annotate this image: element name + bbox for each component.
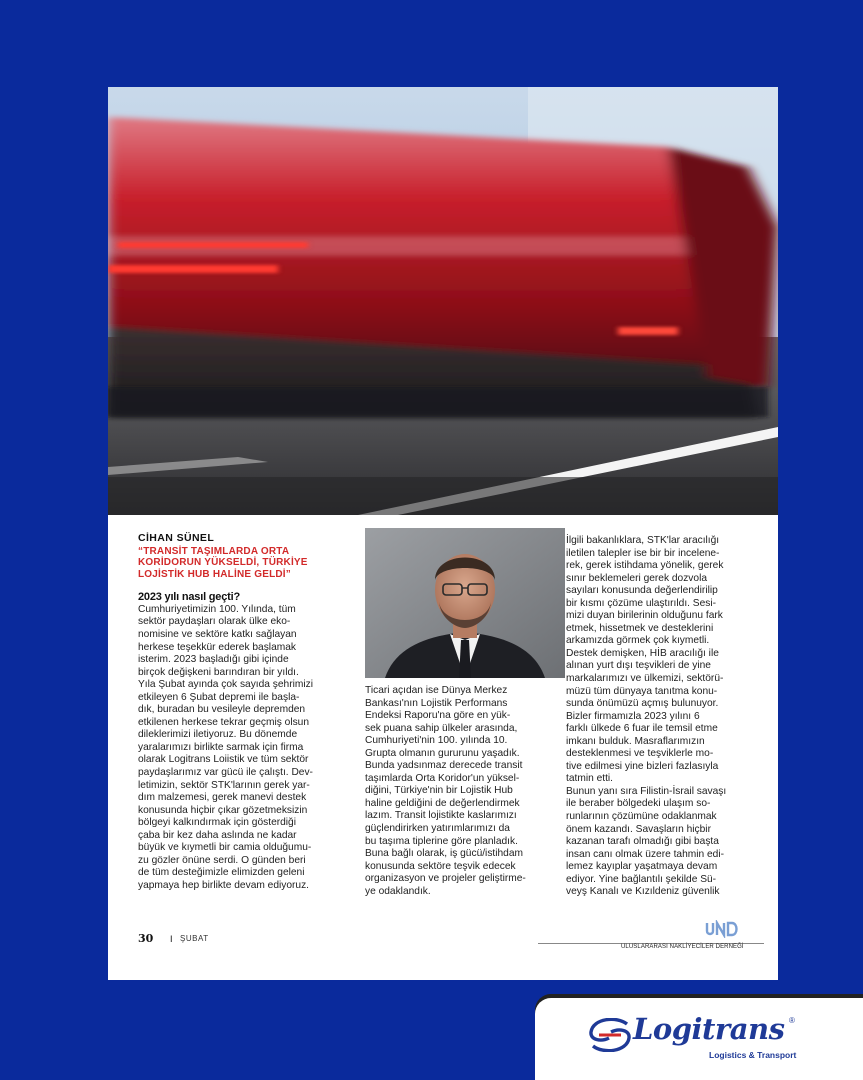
column-1 bbox=[138, 532, 343, 892]
body-line: Bankası'nın Lojistik Performans bbox=[365, 697, 508, 709]
registered-mark: ® bbox=[789, 1016, 795, 1025]
body-line: arkamızda görmek çok kıymetli. bbox=[566, 635, 710, 647]
body-line: insan canı olmak üzere tahmin edi- bbox=[566, 848, 724, 860]
body-line: alınan yurt dışı teşvikleri de yine bbox=[566, 660, 711, 672]
body-line: bu taşıma tiplerine göre planladık. bbox=[365, 835, 518, 847]
body-line: organizasyon ve projeler geliştirme- bbox=[365, 873, 526, 885]
logitrans-tagline: Logistics & Transport bbox=[709, 1050, 797, 1060]
body-line: sınır beklemeleri gerek dozvola bbox=[566, 572, 707, 584]
body-line: zu gözler önüne serdi. O günden beri bbox=[138, 854, 306, 866]
headline-line: LOJİSTİK HUB HALİNE GELDİ” bbox=[138, 568, 291, 580]
body-line: etkilenen herkese tekrar geçmiş olsun bbox=[138, 716, 310, 728]
interview-question: 2023 yılı nasıl geçti? bbox=[138, 591, 240, 604]
body-line: önem kazandı. Savaşların hiçbir bbox=[566, 823, 711, 835]
body-line: Bunun yanı sıra Filistin-İsrail savaşı bbox=[566, 785, 727, 797]
body-line: sektör paydaşları olarak ülke eko- bbox=[138, 616, 291, 628]
body-line: tive edilmesi yine bizleri fazlasıyla bbox=[566, 760, 719, 772]
body-line: dileklerimizi iletiyoruz. Bu dönemde bbox=[138, 729, 298, 741]
body-line: nomisine ve sektöre katkı sağlayan bbox=[138, 628, 297, 640]
column-2-body bbox=[365, 685, 565, 898]
truck-motion-photo bbox=[108, 87, 778, 515]
body-line: Cumhuriyeti'nin 100. yılında 10. bbox=[365, 735, 508, 747]
logitrans-wordmark: Logitrans bbox=[633, 1012, 785, 1046]
body-line: Bunda yadsınmaz derecede transit bbox=[365, 760, 523, 772]
body-line: farklı ülkede 6 fuar ile temsil etme bbox=[566, 723, 718, 735]
author-portrait-photo bbox=[365, 528, 565, 678]
und-logo-icon bbox=[704, 920, 740, 943]
body-line: konusunda hiçbir çıkar gözetmeksizin bbox=[138, 804, 308, 816]
body-line: Yıla Şubat ayında çok sayıda şehrimizi bbox=[138, 679, 313, 691]
column-1-body bbox=[138, 604, 343, 893]
body-line: kazanan tarafı olmadığı gibi başta bbox=[566, 836, 719, 848]
body-line: iletilen talepler ise bir bir incelene- bbox=[566, 547, 720, 559]
body-line: de tüm desteğimizle elimizden geleni bbox=[138, 867, 305, 879]
body-line: diğini, Türkiye'nin bir Lojistik Hub bbox=[365, 785, 513, 797]
body-line: rek, gerek istihdama yönelik, gerek bbox=[566, 560, 724, 572]
body-line: birçok değişkeni barındıran bir yıldı. bbox=[138, 666, 299, 678]
logitrans-swoosh-icon bbox=[587, 1018, 633, 1057]
footer-separator: I bbox=[170, 934, 173, 944]
body-line: ediyor. Yine bağlantılı şekilde Sü- bbox=[566, 873, 717, 885]
body-line: herkese teşekkür ederek başlamak bbox=[138, 641, 296, 653]
body-line: letimizin, sektör STK'larının gerek yar- bbox=[138, 779, 310, 791]
body-line: yaralarımızı birlikte sarmak için firma bbox=[138, 741, 304, 753]
body-line: İlgili bakanlıklara, STK'lar aracılığı bbox=[566, 535, 720, 546]
body-line: desteklenmesi ve teşviklerle mo- bbox=[566, 748, 714, 760]
body-line: sayıları konusunda değerlendirilip bbox=[566, 585, 718, 597]
body-line: bir kısmı çözüme ulaştırıldı. Sesi- bbox=[566, 597, 717, 609]
body-line: dık, buradan bu vesileyle depremden bbox=[138, 704, 306, 716]
body-line: çaba bir kez daha aslında ne kadar bbox=[138, 829, 297, 841]
body-line: ile beraber bölgedeki ulaşım so- bbox=[566, 798, 711, 810]
headline-line: “TRANSİT TAŞIMLARDA ORTA bbox=[138, 545, 290, 557]
body-line: Bizler firmamızla 2023 yılını 6 bbox=[566, 710, 700, 722]
body-line: etkileyen 6 Şubat depremi ile başla- bbox=[138, 691, 300, 703]
body-line: bölgeyi kalkındırmak için gösterdiği bbox=[138, 817, 296, 829]
body-line: büyük ve kıymetli bir camia olduğumu- bbox=[138, 842, 312, 854]
body-line: haline geldiğini de değerlendirmek bbox=[365, 797, 520, 809]
body-line: Grupta olmanın gururunu yaşadık. bbox=[365, 747, 520, 759]
body-line: sunda önümüzü açmış bulunuyor. bbox=[566, 698, 719, 710]
body-line: dım malzemesi, gerek manevi destek bbox=[138, 792, 307, 804]
body-line: lazım. Transit lojistikte kaslarımızı bbox=[365, 810, 517, 822]
body-line: ye odaklandık. bbox=[365, 885, 431, 897]
body-line: taşımlarda Orta Koridor'un yüksel- bbox=[365, 772, 520, 784]
body-line: yapmaya hep birlikte devam ediyoruz. bbox=[138, 879, 310, 891]
body-line: konusunda sektöre teşvik edecek bbox=[365, 860, 516, 872]
body-line: olarak Logitrans Loiistik ve tüm sektör bbox=[138, 754, 309, 766]
body-line: runlarının çözümüne odaklanmak bbox=[566, 811, 717, 823]
body-line: paydaşlarımız var gücü ile çalıştı. Dev- bbox=[138, 766, 313, 778]
body-line: Destek demişken, HİB aracılığı ile bbox=[566, 647, 719, 659]
headline-quote bbox=[138, 546, 343, 581]
headline-line: KORİDORUN YÜKSELDİ, TÜRKİYE bbox=[138, 557, 308, 569]
association-name: ULUSLARARASI NAKLİYECİLER DERNEĞİ bbox=[621, 944, 744, 950]
body-line: sek puana sahip ülkeler arasında, bbox=[365, 722, 518, 734]
body-line: Ticari açıdan ise Dünya Merkez bbox=[365, 685, 508, 696]
body-line: etmek, hissetmek ve desteklerini bbox=[566, 622, 714, 634]
column-3-body bbox=[566, 535, 762, 899]
body-line: tatmin etti. bbox=[566, 773, 613, 785]
body-line: Buna bağlı olarak, iş gücü/istihdam bbox=[365, 848, 523, 860]
body-line: lemez kayıplar yaşatmaya devam bbox=[566, 861, 718, 873]
body-line: müzü tüm dünyaya tanıtma konu- bbox=[566, 685, 718, 697]
body-line: Endeksi Raporu'na göre en yük- bbox=[365, 710, 511, 722]
body-line: markalarımızı ve ülkemizi, sektörü- bbox=[566, 673, 724, 685]
author-name: CİHAN SÜNEL bbox=[138, 532, 215, 544]
logitrans-logo-badge bbox=[535, 998, 863, 1080]
body-line: güçlendirirken yatırımlarımızı da bbox=[365, 823, 510, 835]
page-number: 30 bbox=[138, 932, 154, 945]
body-line: veyş Kanalı ve Kızıldeniz güvenlik bbox=[566, 886, 720, 898]
body-line: mizi duyan birilerinin olduğunu fark bbox=[566, 610, 723, 622]
body-line: imkanı bulduk. Masraflarımızın bbox=[566, 735, 705, 747]
body-line: Cumhuriyetimizin 100. Yılında, tüm bbox=[138, 603, 296, 615]
body-line: isterim. 2023 başladığı gibi içinde bbox=[138, 654, 289, 666]
magazine-page bbox=[108, 87, 778, 980]
issue-month: ŞUBAT bbox=[180, 934, 209, 943]
